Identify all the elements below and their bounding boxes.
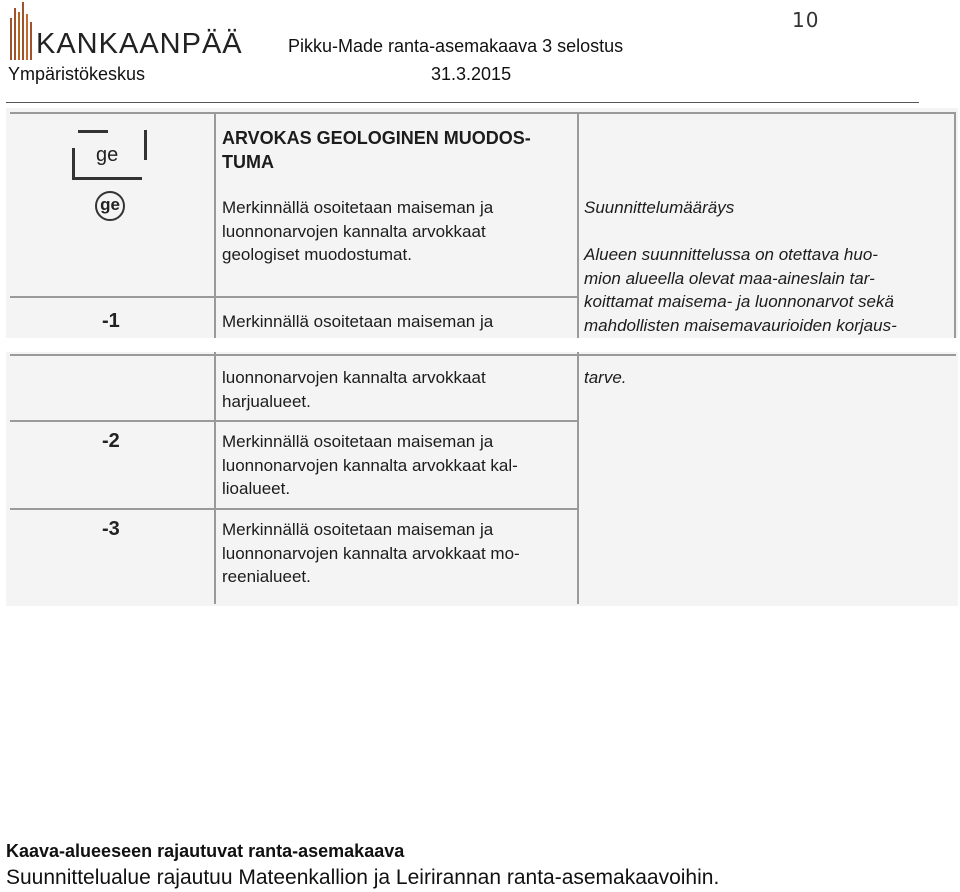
row-line: lioalueet. [222, 479, 291, 498]
row-symbol: -3 [102, 518, 120, 540]
page-number: 10 [792, 8, 820, 32]
row-line: luonnonarvojen kannalta arvokkaat kal- [222, 455, 518, 475]
document-date: 31.3.2015 [431, 64, 512, 84]
row-line: luonnonarvojen kannalta arvokkaat [222, 368, 486, 387]
row-symbol: -2 [102, 430, 120, 452]
regulation-line: Alueen suunnittelussa on otettava huo- [584, 245, 878, 264]
regulation-line: tarve. [584, 368, 627, 387]
section-text: Suunnittelualue rajautuu Mateenkallion ja Leirirannan ranta-asemakaavoihin. [6, 866, 720, 889]
table-divider [577, 352, 579, 604]
regulation-line: koittamat maisema- ja luonnonarvot sekä [584, 292, 894, 311]
table-divider [10, 354, 956, 356]
table-divider [577, 112, 579, 338]
ge-symbol-box-icon [68, 130, 152, 182]
logo-mark-icon [8, 2, 36, 60]
row-line: Merkinnällä osoitetaan maiseman ja [222, 312, 494, 331]
department: Ympäristökeskus [8, 64, 146, 84]
symbol-box-label: ge [96, 144, 119, 166]
scan-page-break [6, 338, 958, 352]
row-line: luonnonarvojen kannalta arvokkaat mo- [222, 543, 520, 563]
section-heading: Kaava-alueeseen rajautuvat ranta-asemakaava [6, 841, 405, 861]
regulation-text [584, 243, 897, 337]
row-description [222, 310, 567, 334]
legend-description [222, 196, 567, 267]
regulation-heading: Suunnittelumääräys [584, 198, 735, 217]
regulation-line: mahdollisten maisemavaurioiden korjaus- [584, 315, 897, 335]
description-line: Merkinnällä osoitetaan maiseman ja [222, 198, 494, 217]
logo-text: KANKAANPÄÄ [36, 28, 243, 60]
table-divider [214, 352, 216, 604]
table-divider [10, 508, 578, 510]
legend-title [222, 126, 567, 174]
table-divider [214, 112, 216, 338]
row-line: harjualueet. [222, 391, 311, 411]
table-divider [10, 112, 956, 114]
row-description [222, 366, 567, 413]
regulation-line: mion alueella olevat maa-aineslain tar- [584, 268, 875, 288]
row-line: Merkinnällä osoitetaan maiseman ja [222, 432, 494, 451]
table-divider [954, 112, 956, 338]
row-line: Merkinnällä osoitetaan maiseman ja [222, 520, 494, 539]
row-line: reenialueet. [222, 567, 311, 586]
row-description [222, 518, 567, 589]
row-symbol: -1 [102, 310, 120, 332]
table-divider [10, 420, 578, 422]
description-line: geologiset muodostumat. [222, 245, 412, 264]
row-description [222, 430, 567, 501]
ge-circle-symbol-icon: ge [95, 191, 125, 221]
description-line: luonnonarvojen kannalta arvokkaat [222, 221, 486, 241]
table-divider [10, 296, 578, 298]
document-title: Pikku-Made ranta-asemakaava 3 selostus [288, 36, 624, 56]
legend-title-line: TUMA [222, 152, 274, 172]
legend-title-line: ARVOKAS GEOLOGINEN MUODOS- [222, 128, 531, 148]
header-divider [6, 102, 919, 103]
